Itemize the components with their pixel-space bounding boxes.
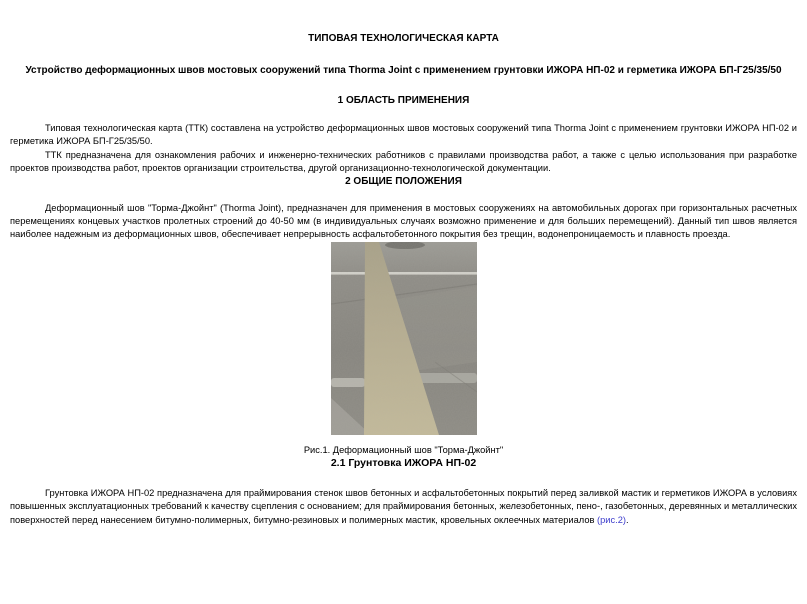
- document-subtitle: Устройство деформационных швов мостовых сооружений типа Thorma Joint с применением грунтовки ИЖОРА НП-02 и герметика ИЖОРА БП-Г25/35/50: [25, 65, 782, 76]
- figure-caption: Рис.1. Деформационный шов "Торма-Джойнт": [303, 444, 504, 455]
- page-title: ТИПОВАЯ ТЕХНОЛОГИЧЕСКАЯ КАРТА: [308, 33, 499, 44]
- section-1-paragraph-2: ТТК предназначена для ознакомления рабочих и инженерно-технических работников с правилами производства работ, а также с целью использования при разработке проектов производства работ, проектов организации строительства, другой организационно-технологической документации.: [10, 149, 797, 174]
- figure-1: [10, 242, 797, 456]
- section-2-1-paragraph-1: [10, 487, 797, 527]
- paragraph-text-end: .: [625, 514, 629, 525]
- joint-photo: [331, 242, 477, 435]
- section-1-paragraph-1: Типовая технологическая карта (ТТК) составлена на устройство деформационных швов мостовых сооружений типа Thorma Joint с применением грунтовки ИЖОРА НП-02 и герметика ИЖОРА БП-Г25/35/50.: [10, 123, 797, 147]
- figure-2-link[interactable]: (рис.2): [597, 514, 626, 525]
- paragraph-text: Грунтовка ИЖОРА НП-02 предназначена для праймирования стенок швов бетонных и асфальтобетонных покрытий перед заливкой мастик и герметиков ИЖОРА в условиях повышенных эксплуатационных требований к качеству сцепления с основанием; для праймирования бетонных, железобетонных, пено-, газобетонных, деревянных и металлических поверхностей перед нанесением битумно-полимерных, битумно-резиновых и полимерных мастик, кровельных оклеечных материалов: [10, 487, 797, 525]
- section-2-1-heading: 2.1 Грунтовка ИЖОРА НП-02: [330, 456, 477, 469]
- section-2-paragraph-1: Деформационный шов "Торма-Джойнт" (Thorma Joint), предназначен для применения в мостовых сооружениях на автомобильных дорогах при горизонтальных расчетных перемещениях концевых участков пролетных строений до 40-50 мм (в индивидуальных случаях возможно применение и для больших перемещений). Данный тип швов является наиболее надежным из деформационных швов, обеспечивает непрерывность асфальтобетонного покрытия без трещин, водонепроницаемость и плавность проезда.: [10, 202, 797, 240]
- section-2-heading: 2 ОБЩИЕ ПОЛОЖЕНИЯ: [345, 175, 462, 187]
- section-1-heading: 1 ОБЛАСТЬ ПРИМЕНЕНИЯ: [337, 95, 470, 106]
- document-page: [0, 33, 807, 527]
